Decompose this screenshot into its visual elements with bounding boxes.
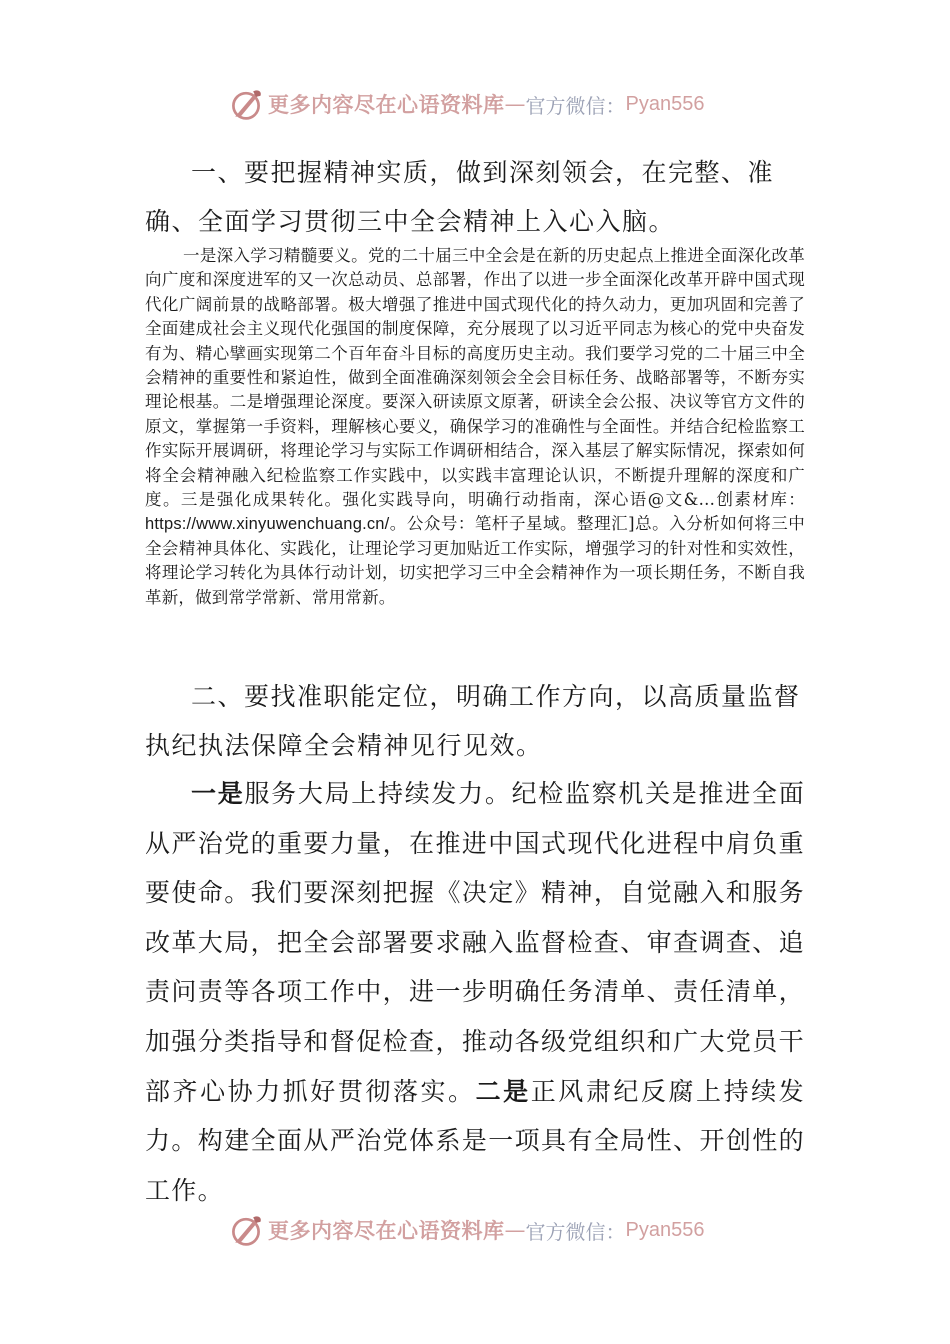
point-lead-1: 一是 bbox=[191, 779, 245, 808]
small-paragraph bbox=[145, 244, 805, 610]
banner-wechat-id: Pyan556 bbox=[625, 1218, 705, 1241]
section-heading-2: 二、要找准职能定位，明确工作方向，以高质量监督执纪执法保障全会精神见行见效。 bbox=[145, 682, 801, 760]
banner-dash: — bbox=[504, 92, 526, 116]
point-text-1: 服务大局上持续发力。纪检监察机关是推进全面从严治党的重要力量，在推进中国式现代化进程中肩负重要使命。我们要深刻把握《决定》精神，自觉融入和服务改革大局，把全会部署要求融入监督检查、审查调查、追责问责等各项工作中，进一步明确任务清单、责任清单，加强分类指导和督促检查，推动各级党组织和广大党员干部齐心协力抓好贯彻落实。 bbox=[145, 779, 805, 1106]
banner-brand: 更多内容尽在心语资料库 bbox=[268, 92, 505, 117]
footer-banner bbox=[228, 1212, 704, 1248]
banner-dash: — bbox=[504, 1218, 526, 1242]
small-paragraph-text-b: 。公众号：笔杆子星域。整理汇]总。入分析如何将三中全会精神具体化、实践化，让理论学习更加贴近工作实际，增强学习的针对性和实效性，将理论学习转化为具体行动计划，切实把学习三中全会精神作为一项长期任务，不断自我革新，做到常学常新、常用常新。 bbox=[145, 514, 805, 607]
point-text-2: 正风肃纪反腐上持续发力。构建全面从严治党体系是一项具有全局性、开创性的工作。 bbox=[145, 1076, 805, 1205]
small-paragraph-text-a: 一是深入学习精髓要义。党的二十届三中全会是在新的历史起点上推进全面深化改革向广度和深度进军的又一次总动员、总部署，作出了以进一步全面深化改革开辟中国式现代化广阔前景的战略部署。极大增强了推进中国式现代化的持久动力，更加巩固和完善了全面建成社会主义现代化强国的制度保障，充分展现了以习近平同志为核心的党中央奋发有为、精心擘画实现第二个百年奋斗目标的高度历史主动。我们要学习党的二十届三中全会精神的重要性和紧迫性，做到全面准确深刻领会全会目标任务、战略部署等，不断夯实理论根基。二是增强理论深度。要深入研读原文原著，研读全会公报、决议等官方文件的原文，掌握第一手资料，理解核心要义，确保学习的准确性与全面性。并结合纪检监察工作实际开展调研，将理论学习与实际工作调研相结合，深入基层了解实际情况，探索如何将全会精神融入纪检监察工作实践中，以实践丰富理论认识，不断提升理解的深度和广度。三是强化成果转化。强化实践导向，明确行动指南，深心语@文&…创素材库： bbox=[145, 246, 805, 510]
section-heading-1: 一、要把握精神实质，做到深刻领会，在完整、准确、全面学习贯彻三中全会精神上入心入脑。 bbox=[145, 158, 775, 236]
header-banner bbox=[228, 86, 704, 122]
banner-suffix: 官方微信： bbox=[525, 93, 626, 118]
banner-brand: 更多内容尽在心语资料库 bbox=[268, 1218, 505, 1243]
quill-circle-icon bbox=[228, 1212, 264, 1248]
banner-suffix: 官方微信： bbox=[525, 1219, 626, 1244]
quill-circle-icon bbox=[228, 86, 264, 122]
source-url: https://www.xinyuwenchuang.cn/ bbox=[145, 515, 390, 534]
body-paragraph bbox=[145, 769, 805, 1215]
point-lead-2: 二是 bbox=[475, 1076, 531, 1106]
banner-wechat-id: Pyan556 bbox=[625, 92, 705, 115]
